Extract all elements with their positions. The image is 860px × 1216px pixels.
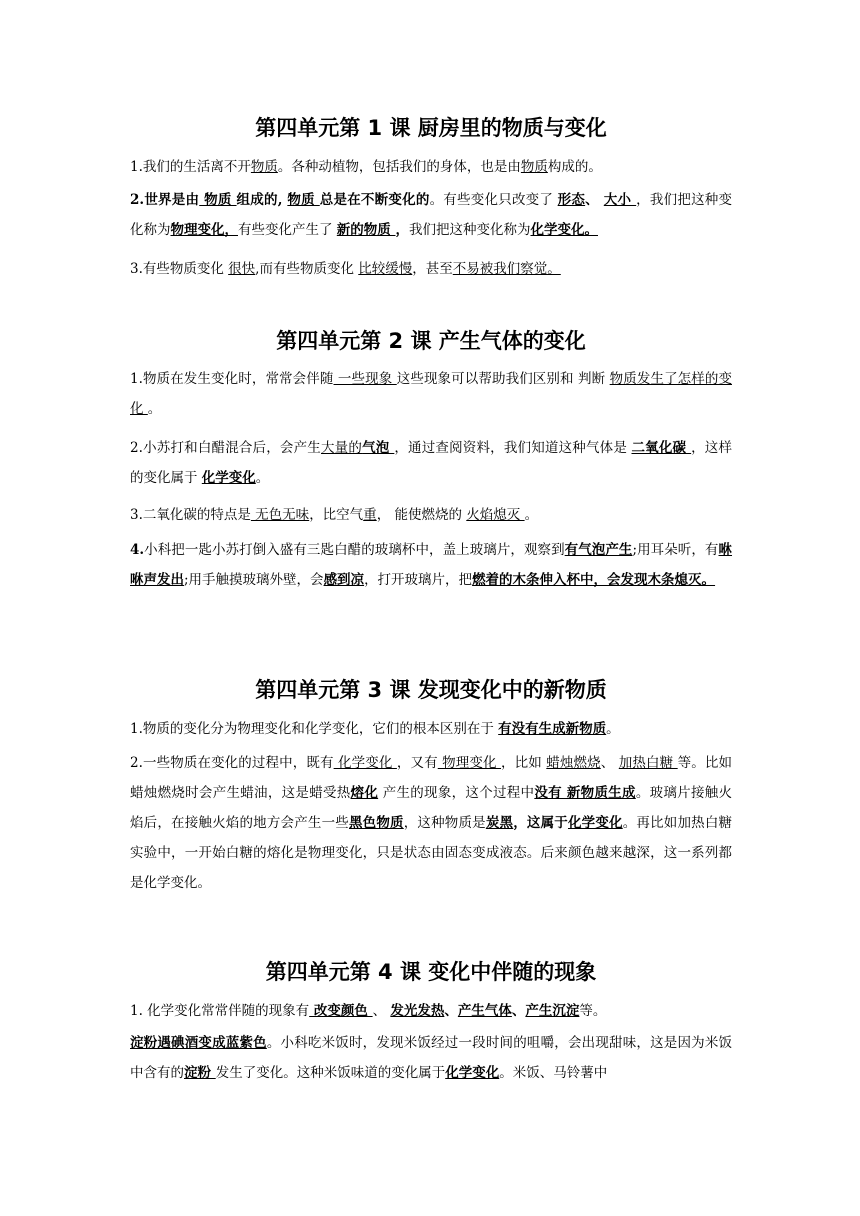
answer-text: 化学变化 (445, 1065, 500, 1081)
answer-text: 改变颜色 (309, 1003, 373, 1019)
lesson-1-para-3 (130, 254, 732, 284)
answer-text: 炭黑 (485, 815, 514, 831)
answer-text: 没有 新物质生成 (534, 785, 636, 801)
body-text: ，这样的变化属于 (130, 440, 732, 486)
answer-text: 比较缓慢 (358, 261, 413, 277)
body-text: 、 (372, 1003, 391, 1019)
body-text: ，这种物质是 (403, 815, 486, 831)
body-text: 构成的。 (547, 159, 602, 175)
answer-text: 火焰熄灭 (466, 507, 525, 523)
body-text: ;用手触摸玻璃外壁，会 (184, 572, 324, 588)
lesson-2-para-4 (130, 535, 732, 595)
bold-text: 组成的, (236, 192, 288, 208)
body-text: 等。 (579, 1003, 607, 1019)
answer-text: 有没有生成新物质 (498, 721, 607, 737)
answer-text: 发光发热 (390, 1003, 445, 1019)
lesson-3-para-1 (130, 714, 732, 744)
body-text: 1. 化学变化常常伴随的现象有 (130, 1003, 310, 1019)
body-text: ，我们把这种变化称为 (130, 192, 733, 238)
lesson-4-para-2 (130, 1028, 732, 1088)
lesson-1-title: 第四单元第 1 课 厨房里的物质与变化 (255, 116, 607, 140)
bold-text: ，这属于 (513, 815, 568, 831)
body-text: 。 (606, 721, 620, 737)
answer-text: 形态 (557, 192, 586, 208)
bold-text: 、 (585, 192, 604, 208)
bold-text: ， (395, 222, 409, 238)
body-text: 。小科吃米饭时，发现米饭经过一段时间的咀嚼，会出现甜味，这是因为米饭中含有的 (130, 1035, 733, 1081)
body-text: 3.有些物质变化 (130, 261, 229, 277)
body-text: 。米饭、马铃薯中 (499, 1065, 608, 1081)
answer-text: 大小 (603, 192, 637, 208)
answer-text: 产生气体 (457, 1003, 512, 1019)
body-text: 1.物质在发生变化时，常常会伴随 (130, 371, 334, 387)
answer-text: 无色无味 (250, 507, 310, 523)
answer-text: 化学变化。 (530, 222, 598, 238)
body-text: 发生了变化。这种米饭味道的变化属于 (215, 1065, 446, 1081)
answer-text: 产生沉淀 (525, 1003, 580, 1019)
answer-text: 咻咻声发出 (130, 542, 733, 588)
answer-text: 物质 (250, 159, 278, 175)
body-text: ，甚至 (412, 261, 453, 277)
answer-text: 淀粉 (184, 1065, 216, 1081)
body-text: 。 (524, 507, 539, 523)
bold-text: 、 (444, 1003, 458, 1019)
lesson-1-para-2 (130, 185, 732, 245)
lesson-2-title: 第四单元第 2 课 产生气体的变化 (276, 329, 586, 353)
answer-text: 化学变化 (333, 755, 397, 771)
bold-text: 总是在不断变化的 (319, 192, 430, 208)
body-text: 1.我们的生活离不开 (130, 159, 251, 175)
lesson-1-para-1 (130, 152, 732, 182)
body-text: ，比如 (501, 755, 547, 771)
answer-text: 化学变化 (567, 815, 623, 831)
body-text: ，又有 (396, 755, 438, 771)
answer-text: 一些现象 (333, 371, 397, 387)
lesson-3-para-2 (130, 748, 732, 898)
answer-text: 加热白糖 (618, 755, 678, 771)
body-text: 2.小苏打和白醋混合后，会产生 (130, 440, 321, 456)
answer-text: 熔化 (350, 785, 379, 801)
lesson-4-title: 第四单元第 4 课 变化中伴随的现象 (265, 960, 597, 984)
body-text: ;用耳朵听，有 (632, 542, 719, 558)
answer-text: 有气泡产生 (564, 542, 633, 558)
bold-text: 2.世界是由 (130, 192, 200, 208)
body-text: 。 (255, 470, 270, 486)
answer-text: 物质 (199, 192, 237, 208)
answer-text: 物质发生了怎样的变化 (130, 371, 732, 417)
answer-text: 物质 (287, 192, 320, 208)
lesson-4-para-1 (130, 996, 732, 1026)
answer-text: 蜡烛燃烧 (546, 755, 601, 771)
body-text: 这些现象可以帮助我们区别和 判断 (396, 371, 610, 387)
body-text: 。有些变化只改变了 (429, 192, 558, 208)
bold-text: 、 (511, 1003, 526, 1019)
body-text: 。再比如加热白糖实验中，一开始白糖的熔化是物理变化，只是状态由固态变成液态。后来颜色越来越深，这一系列都是化学变化。 (130, 815, 733, 891)
lesson-3-title: 第四单元第 3 课 发现变化中的新物质 (255, 678, 607, 702)
answer-text: 感到凉 (323, 572, 365, 588)
answer-text: 二氧化碳 (631, 440, 692, 456)
body-text: 。各种动植物，包括我们的身体，也是由 (277, 159, 521, 175)
body-text: 产生的现象，这个过程中 (378, 785, 535, 801)
answer-text: 淀粉遇碘酒变成蓝紫色 (130, 1035, 267, 1051)
answer-text: 很快 (228, 261, 256, 277)
lesson-2-para-3 (130, 500, 732, 530)
body-text: ，通过查阅资料，我们知道这种气体是 (394, 440, 632, 456)
body-text: 。 (147, 401, 162, 417)
body-text: 小科把一匙小苏打倒入盛有三匙白醋的玻璃杯中，盖上玻璃片，观察到 (144, 542, 565, 558)
answer-text: 物质 (520, 159, 548, 175)
answer-text: 重 (363, 507, 377, 523)
answer-text: 不易被我们察觉。 (452, 261, 561, 277)
body-text: 、 (600, 755, 619, 771)
body-text: ，打开玻璃片，把 (364, 572, 473, 588)
answer-text: 化学变化 (201, 470, 256, 486)
body-text: 2.一些物质在变化的过程中，既有 (130, 755, 334, 771)
body-text: ，比空气 (309, 507, 364, 523)
body-text: 有些变化产生了 (238, 222, 337, 238)
body-text: 我们把这种变化称为 (409, 222, 531, 238)
body-text: ,而有些物质变化 (255, 261, 359, 277)
lesson-2-para-1 (130, 364, 732, 424)
answer-text: 黑色物质 (348, 815, 404, 831)
body-text: 3.二氧化碳的特点是 (130, 507, 251, 523)
answer-text: 燃着的木条伸入杯中，会发现木条熄灭。 (472, 572, 716, 588)
body-text: ， 能使燃烧的 (376, 507, 467, 523)
body-text: 。玻璃片接触火焰后，在接触火焰的地方会产生一些 (130, 785, 733, 831)
answer-text: 物理变化， (170, 222, 238, 238)
bold-text: 4. (130, 542, 145, 558)
body-text: 1.物质的变化分为物理变化和化学变化，它们的根本区别在于 (130, 721, 499, 737)
body-text: 等。比如蜡烛燃烧时会产生蜡油，这是蜡受热 (130, 755, 733, 801)
lesson-2-para-2 (130, 433, 732, 493)
answer-text: 大量的 (321, 440, 363, 456)
answer-text: 新的物质 (336, 222, 396, 238)
answer-text: 物理变化 (437, 755, 502, 771)
answer-text: 气泡 (362, 440, 395, 456)
